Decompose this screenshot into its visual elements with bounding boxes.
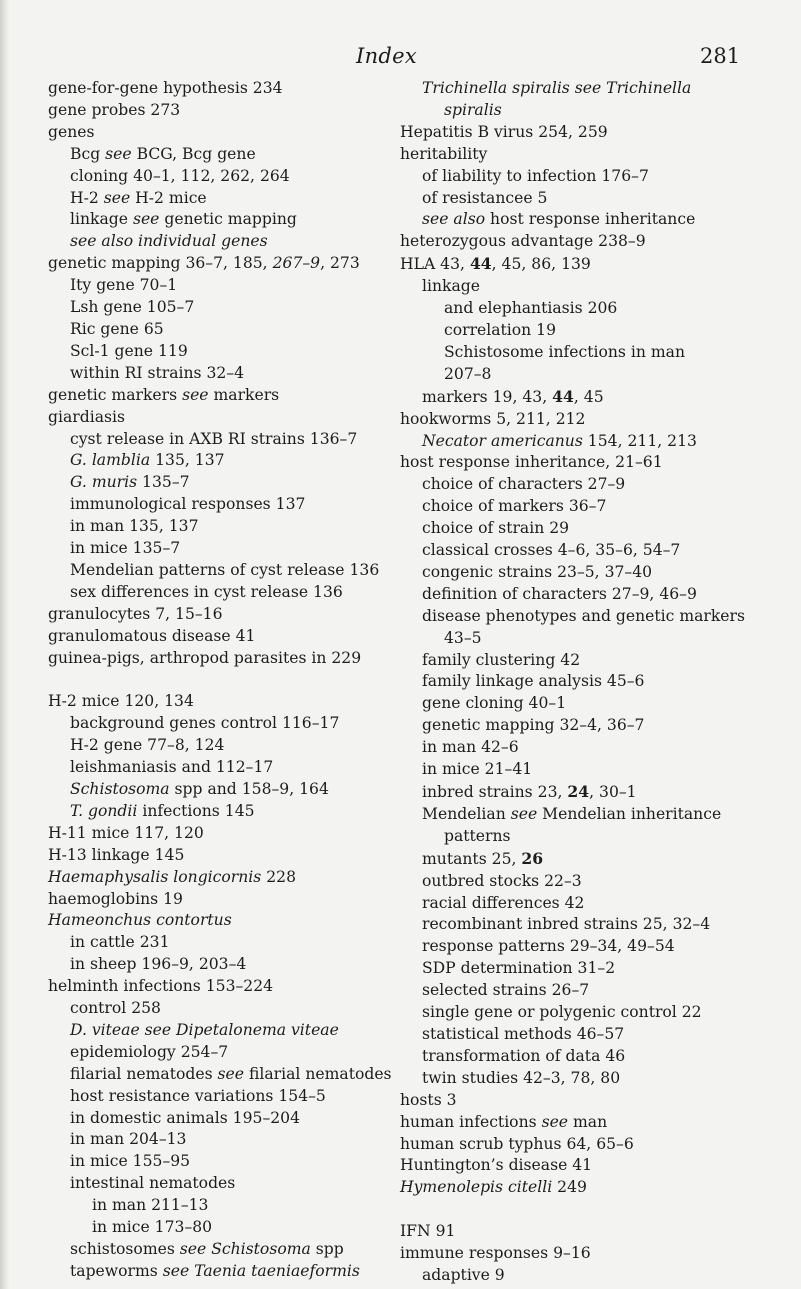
index-subentry xyxy=(400,1068,770,1090)
index-text-run: Necator americanus xyxy=(422,431,583,450)
index-text-run: Ric gene 65 xyxy=(70,319,164,338)
running-head: Index xyxy=(356,44,418,68)
index-subentry xyxy=(400,826,770,848)
index-subentry xyxy=(400,980,770,1002)
index-text-run: control 258 xyxy=(70,999,161,1018)
index-subentry xyxy=(400,188,770,210)
index-subentry xyxy=(400,871,770,893)
index-heading xyxy=(400,122,770,144)
index-column-right xyxy=(400,78,770,1287)
index-text-run: , 30–1 xyxy=(589,783,637,801)
index-text-run: linkage xyxy=(70,210,133,229)
index-text-run: of liability to infection 176–7 xyxy=(422,166,649,185)
index-text-run: single gene or polygenic control 22 xyxy=(422,1003,702,1022)
index-text-run: recombinant inbred strains 25, 32–4 xyxy=(422,915,711,934)
index-text-run: granulocytes 7, 15–16 xyxy=(48,604,223,623)
index-subentry xyxy=(400,737,770,759)
index-text-run: genes xyxy=(48,122,95,141)
index-text-run: see xyxy=(182,385,209,404)
index-subentry xyxy=(48,275,393,297)
index-subentry xyxy=(400,364,770,386)
index-text-run: sex differences in cyst release 136 xyxy=(70,582,343,601)
index-text-run: helminth infections 153–224 xyxy=(48,977,274,996)
index-heading xyxy=(48,823,393,845)
index-text-run: 249 xyxy=(552,1178,587,1197)
section-gap xyxy=(400,1199,770,1221)
index-text-run: racial differences 42 xyxy=(422,893,585,912)
index-subentry xyxy=(48,713,393,735)
section-gap xyxy=(48,669,393,691)
index-subentry xyxy=(48,209,393,231)
index-text-run: statistical methods 46–57 xyxy=(422,1024,625,1043)
index-text-run: choice of markers 36–7 xyxy=(422,497,607,516)
index-text-run: Scl-1 gene 119 xyxy=(70,341,188,360)
index-text-run: granulomatous disease 41 xyxy=(48,626,256,645)
index-heading xyxy=(400,144,770,166)
index-text-run: Bcg xyxy=(70,144,106,163)
index-subentry xyxy=(400,781,770,804)
index-heading xyxy=(400,1177,770,1199)
index-text-run: in mice 135–7 xyxy=(70,539,181,558)
index-text-run: family linkage analysis 45–6 xyxy=(422,672,645,691)
index-subentry xyxy=(48,1129,393,1151)
index-heading xyxy=(48,604,393,626)
index-text-run: , 45, 86, 139 xyxy=(491,255,591,274)
index-text-run: markers 19, 43, xyxy=(422,387,553,406)
index-text-run: HLA 43, xyxy=(400,255,470,274)
index-subentry xyxy=(48,1064,393,1086)
index-text-run: immunological responses 137 xyxy=(70,495,306,514)
index-heading xyxy=(48,889,393,911)
index-text-run: of resistancee 5 xyxy=(422,188,548,207)
index-subentry xyxy=(48,516,393,538)
index-subentry xyxy=(48,450,393,472)
index-text-run: Mendelian xyxy=(422,804,511,823)
index-subentry xyxy=(400,693,770,715)
index-subentry xyxy=(400,342,770,364)
index-subentry xyxy=(400,431,770,453)
index-text-run: H-2 gene 77–8, 124 xyxy=(70,736,225,755)
index-text-run: genetic markers xyxy=(48,385,183,404)
index-subentry xyxy=(48,932,393,954)
index-subentry xyxy=(48,166,393,188)
index-subentry xyxy=(48,1195,393,1217)
index-subentry xyxy=(400,914,770,936)
index-text-run: choice of characters 27–9 xyxy=(422,475,626,494)
index-text-run: 44 xyxy=(469,254,492,274)
index-text-run: heritability xyxy=(400,144,488,163)
index-text-run: man xyxy=(568,1112,608,1131)
index-heading xyxy=(400,231,770,253)
index-heading xyxy=(48,407,393,429)
index-heading xyxy=(48,385,393,407)
index-text-run: Hepatitis B virus 254, 259 xyxy=(400,122,608,141)
index-text-run: gene probes 273 xyxy=(48,100,181,119)
index-text-run: haemoglobins 19 xyxy=(48,889,183,908)
index-text-run: correlation 19 xyxy=(444,320,557,339)
index-heading xyxy=(400,1134,770,1156)
index-text-run: adaptive 9 xyxy=(422,1265,505,1284)
index-heading xyxy=(48,253,393,275)
index-subentry xyxy=(48,735,393,757)
index-text-run: in man 135, 137 xyxy=(70,517,199,536)
index-subentry xyxy=(48,1108,393,1130)
index-text-run: tapeworms xyxy=(70,1261,163,1280)
index-text-run: BCG, Bcg gene xyxy=(131,144,256,163)
index-text-run: definition of characters 27–9, 46–9 xyxy=(422,584,697,603)
index-heading xyxy=(400,1112,770,1134)
index-subentry xyxy=(400,518,770,540)
index-text-run: spp and 158–9, 164 xyxy=(169,779,329,798)
index-subentry xyxy=(48,757,393,779)
index-text-run: host resistance variations 154–5 xyxy=(70,1086,326,1105)
index-text-run: H-2 mice xyxy=(130,188,207,207)
index-subentry xyxy=(48,472,393,494)
index-text-run: Trichinella spiralis see Trichinella xyxy=(422,79,692,97)
index-text-run: H-11 mice 117, 120 xyxy=(48,823,204,842)
index-text-run: gene-for-gene hypothesis 234 xyxy=(48,79,283,97)
index-text-run: heterozygous advantage 238–9 xyxy=(400,232,646,251)
index-heading xyxy=(400,409,770,431)
index-subentry xyxy=(400,606,770,628)
index-subentry xyxy=(48,1020,393,1042)
index-text-run: Mendelian patterns of cyst release 136 xyxy=(70,560,380,579)
index-subentry xyxy=(400,320,770,342)
page-binding-edge xyxy=(0,0,10,1289)
index-subentry xyxy=(400,1265,770,1287)
index-heading xyxy=(48,648,393,670)
index-subentry xyxy=(400,628,770,650)
index-subentry xyxy=(400,1002,770,1024)
index-text-run: in man 204–13 xyxy=(70,1130,187,1149)
index-text-run: Schistosome infections in man xyxy=(444,342,685,361)
index-heading xyxy=(48,845,393,867)
index-subentry xyxy=(400,848,770,871)
index-text-run: Hymenolepis citelli xyxy=(400,1178,553,1197)
index-text-run: in cattle 231 xyxy=(70,933,170,952)
index-subentry xyxy=(48,1042,393,1064)
index-subentry xyxy=(400,1046,770,1068)
index-text-run: host response inheritance xyxy=(485,210,696,229)
index-heading xyxy=(400,1155,770,1177)
index-subentry xyxy=(48,954,393,976)
index-text-run: SDP determination 31–2 xyxy=(422,959,616,978)
index-text-run: host response inheritance, 21–61 xyxy=(400,453,663,472)
index-subentry xyxy=(48,1173,393,1195)
index-text-run: intestinal nematodes xyxy=(70,1174,236,1193)
index-text-run: G. lamblia xyxy=(70,451,151,470)
index-text-run: 24 xyxy=(567,782,590,801)
index-text-run: genetic mapping xyxy=(159,210,297,229)
index-heading xyxy=(400,253,770,276)
index-subentry xyxy=(400,958,770,980)
index-subentry xyxy=(400,276,770,298)
index-text-run: 154, 211, 213 xyxy=(582,431,697,450)
index-text-run: infections 145 xyxy=(137,801,255,820)
index-text-run: linkage xyxy=(422,277,480,296)
index-subentry xyxy=(400,1024,770,1046)
index-heading xyxy=(48,691,393,713)
index-text-run: in mice 21–41 xyxy=(422,760,533,779)
index-text-run: H-2 mice 120, 134 xyxy=(48,692,194,711)
index-subentry xyxy=(400,474,770,496)
index-subentry xyxy=(400,166,770,188)
index-text-run: classical crosses 4–6, 35–6, 54–7 xyxy=(422,541,681,560)
index-heading xyxy=(400,452,770,474)
index-text-run: leishmaniasis and 112–17 xyxy=(70,758,274,777)
index-text-run: epidemiology 254–7 xyxy=(70,1042,229,1061)
index-text-run: spiralis xyxy=(444,100,502,119)
index-text-run: Lsh gene 105–7 xyxy=(70,298,195,317)
index-text-run: family clustering 42 xyxy=(422,650,581,669)
index-subentry xyxy=(400,298,770,320)
index-text-run: G. muris xyxy=(70,473,138,492)
index-text-run: 44 xyxy=(552,386,574,406)
index-text-run: in man 211–13 xyxy=(92,1196,209,1215)
index-text-run: IFN 91 xyxy=(400,1222,456,1241)
index-text-run: , 45 xyxy=(573,387,604,406)
index-text-run: disease phenotypes and genetic markers xyxy=(422,606,745,625)
index-subentry xyxy=(400,78,770,100)
index-text-run: 207–8 xyxy=(444,364,492,383)
index-text-run: Schistosoma xyxy=(70,779,170,798)
index-text-run: in sheep 196–9, 203–4 xyxy=(70,955,247,974)
index-text-run: selected strains 26–7 xyxy=(422,981,590,1000)
index-text-run: within RI strains 32–4 xyxy=(70,363,245,382)
index-text-run: hookworms 5, 211, 212 xyxy=(400,409,586,428)
index-text-run: choice of strain 29 xyxy=(422,519,570,538)
index-text-run: outbred stocks 22–3 xyxy=(422,871,582,890)
index-subentry xyxy=(400,715,770,737)
index-text-run: guinea-pigs, arthropod parasites in 229 xyxy=(48,648,362,667)
index-heading xyxy=(48,976,393,998)
index-subentry xyxy=(400,671,770,693)
index-text-run: hosts 3 xyxy=(400,1090,457,1109)
index-heading xyxy=(48,910,393,932)
index-subentry xyxy=(48,582,393,604)
index-text-run: genetic mapping 36–7, 185, xyxy=(48,254,273,273)
index-text-run: see also xyxy=(422,210,486,229)
index-text-run: congenic strains 23–5, 37–40 xyxy=(422,562,653,581)
index-text-run: in mice 173–80 xyxy=(92,1218,213,1237)
index-text-run: Ity gene 70–1 xyxy=(70,276,178,295)
index-text-run: cyst release in AXB RI strains 136–7 xyxy=(70,429,358,448)
index-text-run: 135–7 xyxy=(137,473,190,492)
index-text-run: Huntington’s disease 41 xyxy=(400,1156,593,1175)
index-text-run: filarial nematodes xyxy=(244,1064,392,1083)
index-text-run: giardiasis xyxy=(48,407,125,426)
index-text-run: human infections xyxy=(400,1112,542,1131)
index-text-run: see xyxy=(132,210,160,229)
index-subentry xyxy=(400,209,770,231)
index-subentry xyxy=(48,560,393,582)
index-text-run: 228 xyxy=(261,867,297,886)
index-subentry xyxy=(48,779,393,801)
index-text-run: transformation of data 46 xyxy=(422,1046,626,1065)
index-column-left xyxy=(48,78,393,1283)
index-subentry xyxy=(48,1151,393,1173)
index-text-run: inbred strains 23, xyxy=(422,783,568,801)
index-text-run: see xyxy=(105,144,132,163)
index-text-run: H-2 xyxy=(70,188,104,207)
index-subentry xyxy=(48,494,393,516)
index-text-run: T. gondii xyxy=(70,801,138,820)
index-heading xyxy=(48,100,393,122)
index-subentry xyxy=(48,188,393,210)
index-text-run: Hameonchus contortus xyxy=(48,911,232,930)
index-subentry xyxy=(48,429,393,451)
index-text-run: patterns xyxy=(444,826,511,845)
index-text-run: gene cloning 40–1 xyxy=(422,694,567,713)
index-subentry xyxy=(400,496,770,518)
index-text-run: in domestic animals 195–204 xyxy=(70,1108,301,1127)
index-subentry xyxy=(400,386,770,409)
index-text-run: cloning 40–1, 112, 262, 264 xyxy=(70,166,290,185)
index-text-run: schistosomes xyxy=(70,1240,180,1259)
index-heading xyxy=(48,122,393,144)
index-text-run: see Schistosoma xyxy=(179,1240,311,1259)
index-text-run: 135, 137 xyxy=(150,451,225,470)
index-text-run: H-13 linkage 145 xyxy=(48,845,185,864)
index-text-run: in man 42–6 xyxy=(422,738,519,757)
index-text-run: see also individual genes xyxy=(70,232,268,251)
index-text-run: background genes control 116–17 xyxy=(70,714,340,733)
index-text-run: immune responses 9–16 xyxy=(400,1244,591,1263)
index-subentry xyxy=(48,998,393,1020)
index-subentry xyxy=(48,144,393,166)
index-text-run: mutants 25, xyxy=(422,849,522,868)
index-subentry xyxy=(48,319,393,341)
index-text-run: 26 xyxy=(521,848,544,868)
index-heading xyxy=(48,78,393,100)
index-subentry xyxy=(48,1239,393,1261)
index-heading xyxy=(400,1221,770,1243)
index-text-run: see xyxy=(510,804,538,823)
index-subentry xyxy=(48,1261,393,1283)
index-subentry xyxy=(400,562,770,584)
index-subentry xyxy=(400,804,770,826)
index-text-run: D. viteae see Dipetalonema viteae xyxy=(70,1020,339,1039)
index-heading xyxy=(400,1243,770,1265)
index-subentry xyxy=(48,1217,393,1239)
index-heading xyxy=(48,867,393,889)
index-text-run: and elephantiasis 206 xyxy=(444,299,618,318)
index-text-run: 43–5 xyxy=(444,628,482,647)
index-text-run: human scrub typhus 64, 65–6 xyxy=(400,1134,634,1153)
index-text-run: see xyxy=(217,1064,245,1083)
index-text-run: see Taenia taeniaeformis xyxy=(162,1261,360,1280)
index-subentry xyxy=(48,341,393,363)
index-text-run: markers xyxy=(208,385,280,404)
index-heading xyxy=(48,626,393,648)
index-subentry xyxy=(400,650,770,672)
index-text-run: in mice 155–95 xyxy=(70,1152,191,1171)
index-subentry xyxy=(48,538,393,560)
index-text-run: Mendelian inheritance xyxy=(537,804,722,823)
index-subentry xyxy=(48,363,393,385)
index-text-run: , 273 xyxy=(320,254,360,273)
index-subentry xyxy=(48,801,393,823)
index-text-run: see xyxy=(103,188,131,207)
index-subentry xyxy=(400,936,770,958)
page-number: 281 xyxy=(700,44,741,68)
index-subentry xyxy=(48,1086,393,1108)
index-text-run: response patterns 29–34, 49–54 xyxy=(422,937,675,956)
index-subentry xyxy=(48,231,393,253)
index-text-run: Haemaphysalis longicornis xyxy=(48,867,262,886)
index-subentry xyxy=(400,759,770,781)
index-text-run: twin studies 42–3, 78, 80 xyxy=(422,1068,621,1087)
index-subentry xyxy=(48,297,393,319)
index-subentry xyxy=(400,540,770,562)
index-subentry xyxy=(400,893,770,915)
index-subentry xyxy=(400,584,770,606)
index-text-run: genetic mapping 32–4, 36–7 xyxy=(422,716,645,735)
index-text-run: spp xyxy=(310,1240,344,1259)
index-text-run: filarial nematodes xyxy=(70,1064,218,1083)
index-text-run: 267–9 xyxy=(272,254,321,273)
index-text-run: see xyxy=(541,1112,569,1131)
index-heading xyxy=(400,1090,770,1112)
index-subentry xyxy=(400,100,770,122)
